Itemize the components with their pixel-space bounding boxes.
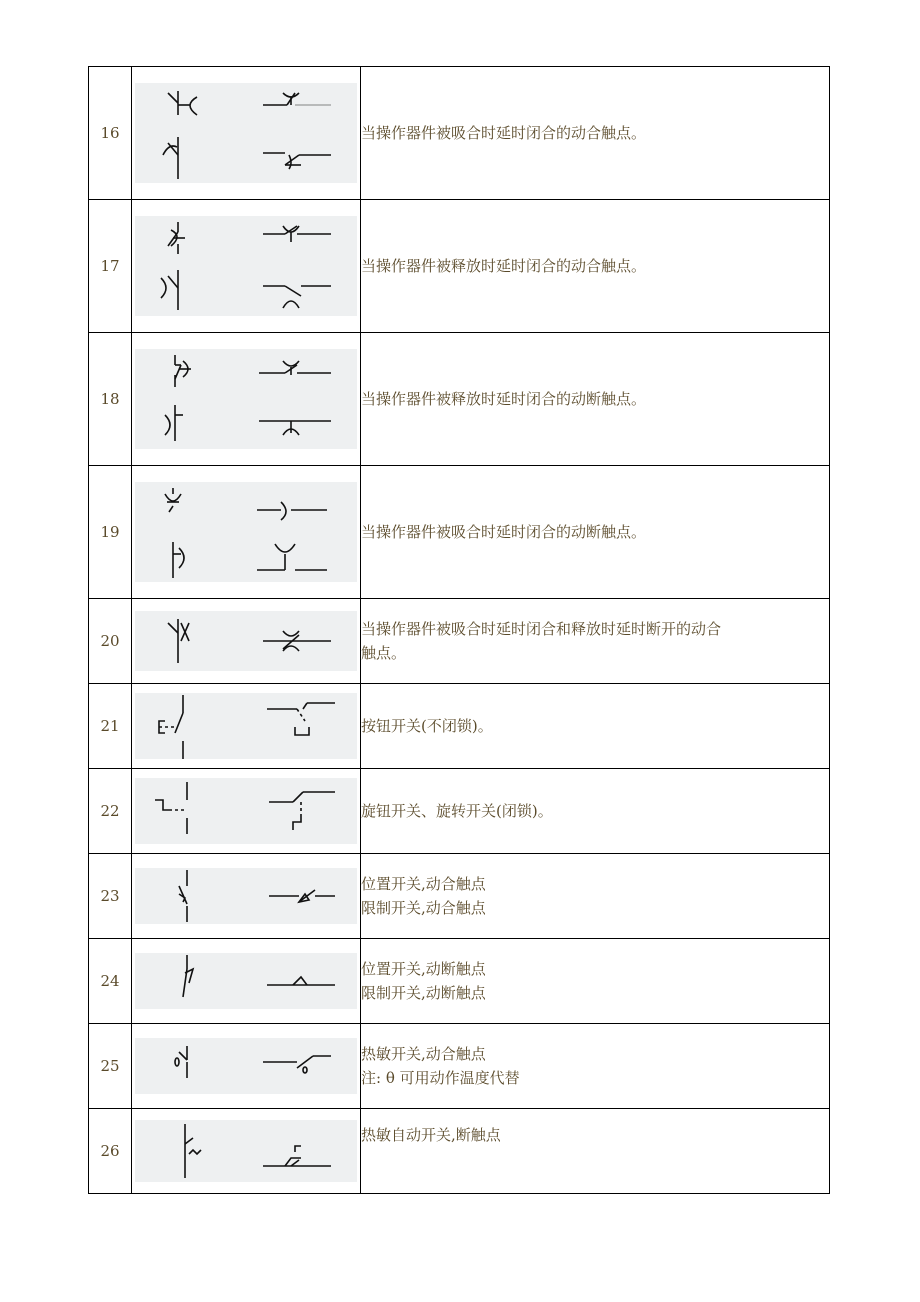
description-line: 限制开关,动断触点 [361, 984, 486, 1002]
row-number: 19 [89, 466, 132, 599]
delay-release-make-contact-icon [135, 216, 357, 316]
thermal-switch-make-icon [135, 1038, 357, 1094]
rotary-switch-icon [135, 778, 357, 844]
description-line: 按钮开关(不闭锁)。 [361, 717, 493, 735]
table-row [89, 466, 830, 599]
table-row [89, 1024, 830, 1109]
row-number: 16 [89, 67, 132, 200]
table-row [89, 599, 830, 684]
description-line: 限制开关,动合触点 [361, 899, 486, 917]
description-line: 当操作器件被吸合时延时闭合和释放时延时断开的动合 [361, 620, 722, 638]
description-line: 热敏开关,动合触点 [361, 1045, 486, 1063]
thermal-auto-switch-break-icon [135, 1120, 357, 1182]
delay-release-break-contact-icon [135, 349, 357, 449]
row-number: 18 [89, 333, 132, 466]
description-line: 当操作器件被吸合时延时闭合的动合触点。 [361, 124, 647, 142]
table-row [89, 333, 830, 466]
row-number: 20 [89, 599, 132, 684]
delay-close-break-contact-icon [135, 482, 357, 582]
table-row [89, 1109, 830, 1194]
description-line: 位置开关,动断触点 [361, 960, 486, 978]
description-line: 触点。 [361, 644, 407, 662]
row-number: 22 [89, 769, 132, 854]
position-switch-make-icon [135, 868, 357, 924]
description-line: 旋钮开关、旋转开关(闭锁)。 [361, 802, 553, 820]
description-line: 位置开关,动合触点 [361, 875, 486, 893]
table-row [89, 67, 830, 200]
table-row [89, 684, 830, 769]
delay-make-and-break-contact-icon [135, 611, 357, 671]
delay-close-make-contact-icon [135, 83, 357, 183]
table-row [89, 769, 830, 854]
table-row [89, 939, 830, 1024]
table-row [89, 200, 830, 333]
description-line: 当操作器件被释放时延时闭合的动合触点。 [361, 257, 647, 275]
description-line: 当操作器件被吸合时延时闭合的动断触点。 [361, 523, 647, 541]
position-switch-break-icon [135, 953, 357, 1009]
row-number: 17 [89, 200, 132, 333]
description-line: 热敏自动开关,断触点 [361, 1126, 501, 1144]
row-number: 26 [89, 1109, 132, 1194]
row-number: 21 [89, 684, 132, 769]
symbol-table [88, 66, 830, 1194]
row-number: 24 [89, 939, 132, 1024]
push-button-switch-icon [135, 693, 357, 759]
row-number: 25 [89, 1024, 132, 1109]
table-row [89, 854, 830, 939]
description-line: 当操作器件被释放时延时闭合的动断触点。 [361, 390, 647, 408]
description-line: 注: θ 可用动作温度代替 [361, 1069, 520, 1087]
row-number: 23 [89, 854, 132, 939]
